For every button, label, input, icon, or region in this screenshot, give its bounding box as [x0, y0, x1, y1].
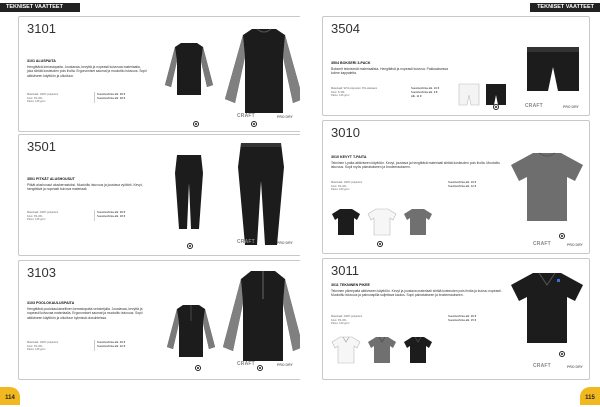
- product-number: 3101: [27, 21, 56, 36]
- price-line-1: Suositushinta alk. 49 €: [97, 340, 126, 344]
- meta-sizes: Koot: XS-3XL: [27, 214, 43, 218]
- product-image-zip-shirt-small: [163, 301, 219, 361]
- tech-label: PRO DRY: [567, 365, 583, 369]
- product-card-3101: [18, 16, 300, 132]
- product-card-3010: [322, 120, 590, 254]
- product-card-3504: [322, 16, 590, 116]
- brand-logo-craft: CRAFT: [237, 361, 255, 367]
- price-line-2: Suositushinta alk. 15 €: [448, 317, 477, 322]
- wash-symbol-icon: [377, 241, 383, 247]
- product-description: Bokserit teknisestä materiaalista. Hengittävä ja nopeasti kuivuva. Pakkauksessa kolme kappaletta.: [331, 67, 448, 76]
- meta-material: Materiaali: 92% polyesteri, 8% elastaani: [331, 87, 377, 90]
- product-image-tee-large: [509, 151, 585, 223]
- meta-material: Materiaali: 100% polyesteri: [331, 315, 363, 318]
- product-image-boxers-white: [458, 83, 480, 107]
- meta-sizes: Koot: XS-3XL: [27, 96, 43, 100]
- product-price: [448, 181, 476, 189]
- product-meta: [27, 341, 58, 352]
- price-line-1: Suositushinta alk. 19 €: [411, 86, 440, 90]
- meta-material: Materiaali: 100% polyesteri: [27, 211, 59, 214]
- product-price: [97, 211, 125, 219]
- product-image-boxers-large: [525, 45, 581, 95]
- price-line-2: Suositushinta alk. 18 €: [97, 95, 126, 100]
- product-meta: [331, 315, 362, 326]
- product-description: Hengittävä kerrastopaita. Joustavaa, kevyttä ja nopeasti kuivuvaa materiaalia, joka siirtää kosteuden pois iholta. Ergonomiset saumat ja muotoiltu istuvuus. Sopii aktiiviseen käyttöön ja ulkoiluun.: [27, 65, 147, 78]
- wash-symbol-icon: [193, 121, 199, 127]
- product-meta: [331, 87, 377, 98]
- meta-weight: Paino: 145 g/m²: [27, 348, 46, 352]
- tech-label: PRO DRY: [277, 363, 293, 367]
- product-number: 3504: [331, 21, 360, 36]
- product-image-zip-shirt-large: [217, 269, 300, 365]
- brand-logo-craft: CRAFT: [237, 239, 255, 245]
- price-line-1: Suositushinta alk. 29 €: [448, 314, 477, 318]
- meta-material: Materiaali: 100% polyesteri: [27, 341, 59, 344]
- product-description: Hengittävä poolokauluksellinen kerrastopaita vetoketjulla. Joustavaa, kevyttä ja nopeasti kuivuvaa materiaalia. Ergonomiset saumat ja muotoiltu istuvuus. Sopii aktiiviseen käyttöön ja ulkoiluun kylmissä olosuhteissa.: [27, 307, 143, 320]
- product-image-tee-white: [367, 207, 397, 237]
- product-meta: [27, 211, 58, 222]
- product-meta: [27, 93, 58, 104]
- product-image-tee-black: [331, 207, 361, 237]
- product-image-polo-large: [509, 271, 585, 345]
- tech-label: PRO DRY: [277, 115, 293, 119]
- product-name: 3010 KEVYT T-PAITA: [331, 155, 367, 159]
- product-number: 3011: [331, 263, 359, 278]
- product-number: 3501: [27, 139, 56, 154]
- price-line-3: Alk. 11 €: [411, 93, 422, 98]
- meta-sizes: Koot: S-3XL: [331, 90, 345, 94]
- product-name: 3101 ALUSPAITA: [27, 59, 56, 63]
- wash-symbol-icon: [559, 233, 565, 239]
- product-price: [411, 87, 439, 98]
- price-line-2: Suositushinta alk. 12 €: [448, 183, 477, 188]
- meta-material: Materiaali: 100% polyesteri: [331, 181, 363, 184]
- meta-weight: Paino: 145 g/m²: [27, 100, 46, 104]
- product-name: 3504 BOKSERI 3-PACK: [331, 61, 371, 65]
- page-number: 115: [580, 387, 600, 405]
- product-price: [97, 93, 125, 101]
- brand-logo-craft: CRAFT: [237, 113, 255, 119]
- product-image-polo-black: [403, 335, 433, 365]
- price-line-2: Suositushinta alk. 22 €: [97, 343, 126, 348]
- product-description: Tekninen pikeepaita aktiiviseen käyttöön. Kevyt ja joustava materiaali siirtää kosteuden pois iholta ja kuivuu nopeasti. Muotoiltu istuvuus ja painonapilla suljettava kaulus. Sopii painatukseen ja brodeeraukseen.: [331, 289, 502, 298]
- meta-material: Materiaali: 100% polyesteri: [27, 93, 59, 96]
- meta-sizes: Koot: XS-3XL: [27, 344, 43, 348]
- product-image-pants-small: [169, 153, 209, 233]
- product-card-3011: [322, 258, 590, 380]
- product-image-shirt-small: [159, 39, 219, 99]
- product-description: Tekninen t-paita aktiiviseen käyttöön. Kevyt, joustava ja hengittävä materiaali siirtää kosteuden pois iholta. Muotoiltu istuvuus. Sopii myös painatukseen ja brodeeraukseen.: [331, 161, 500, 170]
- product-image-polo-white: [331, 335, 361, 365]
- tech-label: PRO DRY: [563, 105, 579, 109]
- product-price: [448, 315, 476, 323]
- product-image-tee-grey: [403, 207, 433, 237]
- brand-logo-craft: CRAFT: [533, 241, 551, 247]
- wash-symbol-icon: [195, 365, 201, 371]
- product-description: Pitkät alushousut aluskerrastoksi. Muotoiltu istuvuus ja joustava vyötärö. Kevyt, hengittävä ja nopeasti kuivuva materiaali.: [27, 183, 143, 192]
- right-page: [300, 0, 600, 407]
- product-meta: [331, 181, 362, 192]
- section-tab: TEKNISET VAATTEET: [0, 3, 80, 12]
- tech-label: PRO DRY: [277, 241, 293, 245]
- meta-sizes: Koot: XS-3XL: [331, 318, 347, 322]
- brand-logo-craft: CRAFT: [533, 363, 551, 369]
- price-line-1: Suositushinta alk. 39 €: [97, 210, 126, 214]
- wash-symbol-icon: [251, 121, 257, 127]
- page-number: 114: [0, 387, 20, 405]
- product-number: 3010: [331, 125, 360, 140]
- product-card-3103: [18, 260, 300, 380]
- product-card-3501: [18, 134, 300, 256]
- price-line-1: Suositushinta alk. 39 €: [97, 92, 126, 96]
- product-image-pants-large: [231, 141, 291, 249]
- price-line-2: Suositushinta alk. 18 €: [97, 213, 126, 218]
- tech-label: PRO DRY: [567, 243, 583, 247]
- price-line-1: Suositushinta alk. 19 €: [448, 180, 477, 184]
- meta-weight: Paino: 120 g/m²: [331, 188, 350, 192]
- wash-symbol-icon: [257, 365, 263, 371]
- wash-symbol-icon: [559, 351, 565, 357]
- meta-weight: Paino: 140 g/m²: [331, 322, 350, 326]
- meta-sizes: Koot: XS-3XL: [331, 184, 347, 188]
- product-image-polo-grey: [367, 335, 397, 365]
- product-name: 3011 TEKNINEN PIKEE: [331, 283, 370, 287]
- product-image-shirt-large: [219, 25, 300, 115]
- product-name: 3501 PITKÄT ALUSHOUSUT: [27, 177, 75, 181]
- meta-weight: Paino: 145 g/m²: [331, 94, 350, 98]
- wash-symbol-icon: [187, 243, 193, 249]
- product-price: [97, 341, 125, 349]
- brand-logo-craft: CRAFT: [525, 103, 543, 109]
- meta-weight: Paino: 145 g/m²: [27, 218, 46, 222]
- section-tab: TEKNISET VAATTEET: [530, 3, 600, 12]
- price-line-2: Suositushinta alk. 9 €: [411, 89, 438, 94]
- wash-symbol-icon: [493, 104, 499, 110]
- product-number: 3103: [27, 265, 56, 280]
- product-name: 3103 POOLOKAULUSPAITA: [27, 301, 75, 305]
